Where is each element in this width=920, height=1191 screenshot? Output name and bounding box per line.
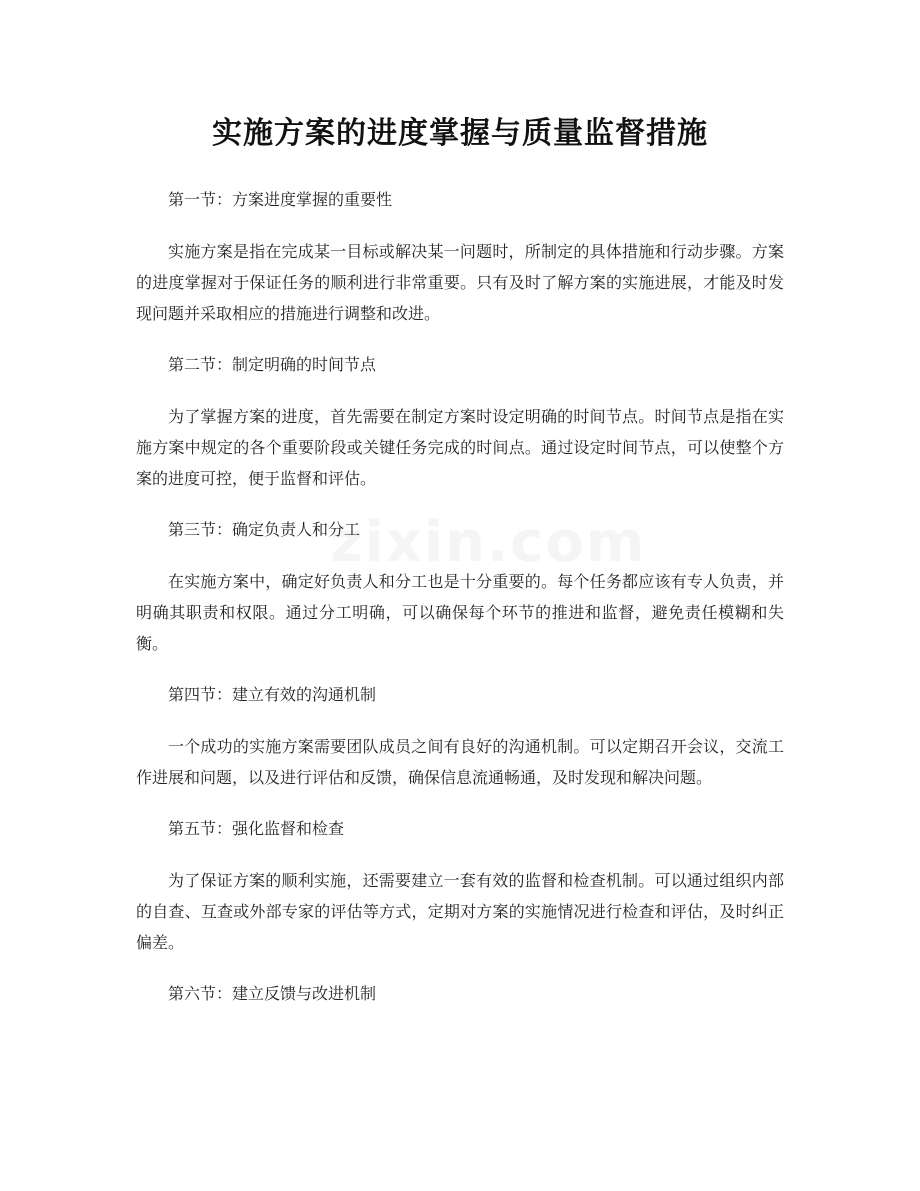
document-body <box>136 185 784 1009</box>
section-body-3: 在实施方案中，确定好负责人和分工也是十分重要的。每个任务都应该有专人负责，并明确其职责和权限。通过分工明确，可以确保每个环节的推进和监督，避免责任模糊和失衡。 <box>136 572 784 653</box>
section-body-5: 为了保证方案的顺利实施，还需要建立一套有效的监督和检查机制。可以通过组织内部的自查、互查或外部专家的评估等方式，定期对方案的实施情况进行检查和评估，及时纠正偏差。 <box>136 871 784 952</box>
section-heading-4: 第四节：建立有效的沟通机制 <box>168 685 377 704</box>
section-body-4: 一个成功的实施方案需要团队成员之间有良好的沟通机制。可以定期召开会议，交流工作进展和问题，以及进行评估和反馈，确保信息流通畅通，及时发现和解决问题。 <box>136 737 784 787</box>
section-heading-5: 第五节：强化监督和检查 <box>168 819 345 838</box>
watermark: zixin.com <box>330 510 647 575</box>
section-heading-6: 第六节：建立反馈与改进机制 <box>168 984 377 1003</box>
section-body-2: 为了掌握方案的进度，首先需要在制定方案时设定明确的时间节点。时间节点是指在实施方案中规定的各个重要阶段或关键任务完成的时间点。通过设定时间节点，可以使整个方案的进度可控，便于监督和评估。 <box>136 407 784 488</box>
page-title: 实施方案的进度掌握与质量监督措施 <box>212 116 708 151</box>
section-heading-3: 第三节：确定负责人和分工 <box>168 520 361 539</box>
section-body-1: 实施方案是指在完成某一目标或解决某一问题时，所制定的具体措施和行动步骤。方案的进度掌握对于保证任务的顺利进行非常重要。只有及时了解方案的实施进展，才能及时发现问题并采取相应的措施进行调整和改进。 <box>136 242 784 323</box>
section-heading-1: 第一节：方案进度掌握的重要性 <box>168 190 393 209</box>
section-heading-2: 第二节：制定明确的时间节点 <box>168 355 377 374</box>
